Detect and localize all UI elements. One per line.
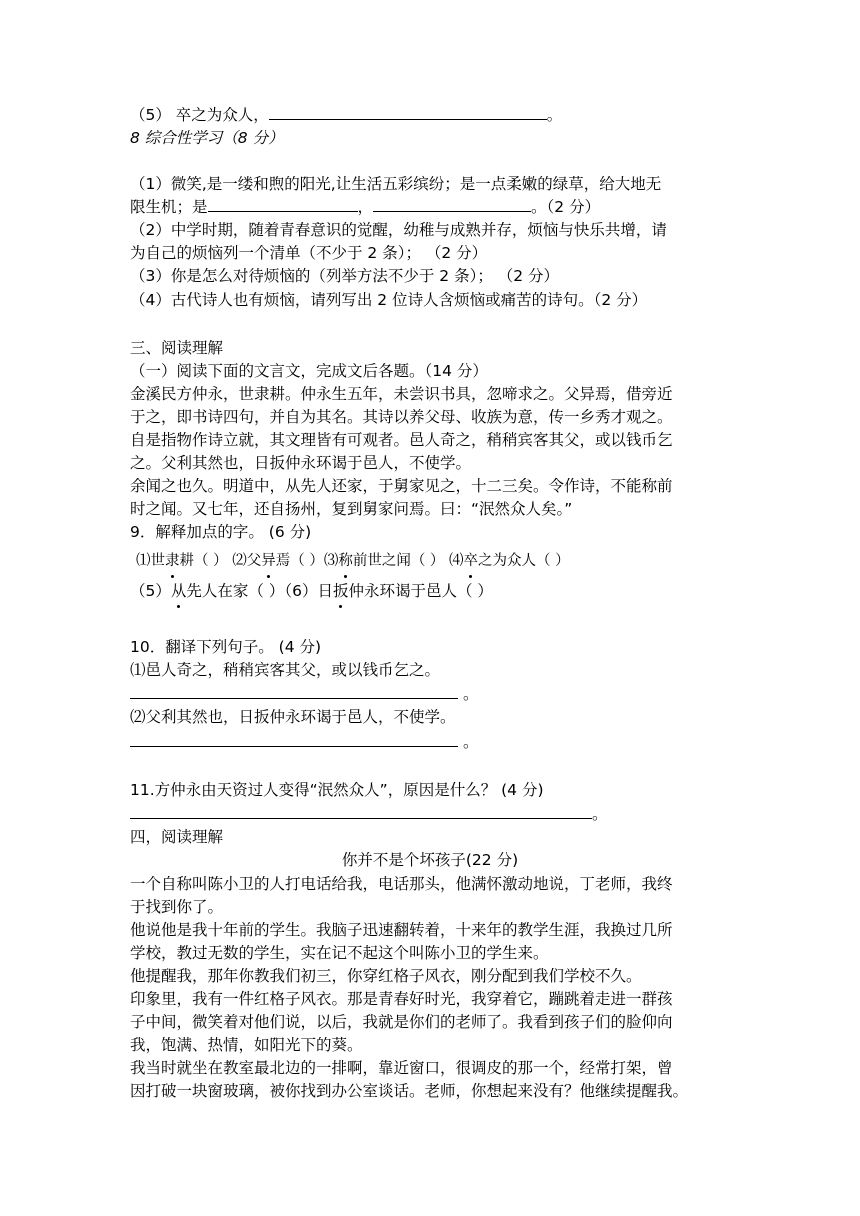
dotted-char: 隶 [165, 550, 180, 572]
passage-line: 金溪民方仲永，世隶耕。仲永生五年，未尝识书具，忽啼求之。父异焉，借旁近 [130, 385, 673, 403]
story-line: 印象里，我有一件红格子风衣。那是青春好时光，我穿着它，蹦跳着走进一群孩 [130, 990, 673, 1008]
q8-p1-line1: （1）微笑,是一缕和煦的阳光,让生活五彩缤纷；是一点柔嫩的绿草，给大地无 [130, 175, 662, 193]
dotted-char: 卒 [464, 550, 479, 572]
q8-p2-line2: 为自己的烦恼列一个清单（不少于 2 条）； （2 分） [130, 244, 488, 262]
story-line: 学校，教过无数的学生，实在记不起这个叫陈小卫的学生来。 [130, 944, 549, 962]
q11-title: 11.方仲永由天资过人变得“泯然众人”，原因是什么？ (4 分) [130, 781, 544, 799]
section-3-heading: 三、阅读理解 [130, 339, 224, 357]
q9-text: 前世之闻（ ） [352, 553, 445, 569]
q8-p1-line2 [130, 196, 600, 218]
section-3-subheading: （一）阅读下面的文言文，完成文后各题。（14 分） [130, 362, 488, 380]
q9-text: ⑷ [449, 553, 464, 569]
q9-text: （6）日 [284, 582, 333, 600]
answer-blank[interactable] [208, 196, 358, 212]
q10-end: 。 [462, 733, 479, 751]
story-line: 于找到你了。 [130, 898, 224, 916]
section-4-heading: 四，阅读理解 [130, 828, 224, 846]
passage-line: 于之，即书诗四句，并自为其名。其诗以养父母、收族为意，传一乡秀才观之。 [130, 408, 673, 426]
story-title: 你并不是个坏孩子(22 分) [341, 851, 519, 869]
passage-line: 自是指物作诗立就，其文理皆有可观者。邑人奇之，稍稍宾客其父，或以钱币乞 [130, 431, 673, 449]
q9-text: ⑴世 [136, 553, 165, 569]
q10-end: 。 [462, 685, 479, 703]
q7-item-5 [130, 104, 562, 126]
story-line: 一个自称叫陈小卫的人打电话给我，电话那头，他满怀激动地说，丁老师，我终 [130, 875, 673, 893]
q9-text: （5） [130, 582, 171, 600]
story-line: 他说他是我十年前的学生。我脑子迅速翻转着，十来年的教学生涯，我换过几所 [130, 921, 673, 939]
passage-line: 时之闻。又七年，还自扬州，复到舅家问焉。曰：“泯然众人矣。” [130, 500, 573, 518]
story-line: 他提醒我，那年你教我们初三，你穿红格子风衣，刚分配到我们学校不久。 [130, 967, 642, 985]
q8-p3: （3）你是怎么对待烦恼的（列举方法不少于 2 条）； （2 分） [130, 267, 560, 285]
q9-text: ⑵父 [232, 553, 262, 569]
q9-title: 9．解释加点的字。 (6 分) [130, 523, 312, 541]
answer-blank[interactable] [130, 803, 592, 819]
dotted-char: 异 [261, 550, 276, 572]
q9-text: 仲永环谒于邑人（ ） [348, 582, 493, 600]
q9-text: ⑶ [323, 553, 339, 569]
passage-line: 余闻之也久。明道中，从先人还家，于舅家见之，十二三矣。令作诗，不能称前 [130, 477, 673, 495]
story-line: 因打破一块窗玻璃，被你找到办公室谈话。老师，你想起来没有？他继续提醒我。 [130, 1082, 689, 1100]
story-line: 我当时就坐在教室最北边的一排啊，靠近窗口，很调皮的那一个，经常打架，曾 [130, 1059, 673, 1077]
q8-p1-comma: ， [357, 198, 374, 216]
q9-text: 先人在家（ ） [186, 582, 285, 600]
q8-p1-end: 。（2 分） [531, 198, 601, 216]
q10-sentence-1: ⑴邑人奇之，稍稍宾客其父，或以钱币乞之。 [130, 661, 441, 679]
q9-text: 耕（ ） [179, 553, 228, 569]
q7-item-5-label: （5） 卒之为众人， [130, 106, 269, 124]
dotted-char: 称 [338, 550, 353, 572]
dotted-char: 扳 [332, 582, 349, 600]
answer-blank[interactable] [130, 683, 458, 699]
q10-answer-line-2 [130, 731, 478, 753]
q8-p4: （4）古代诗人也有烦恼，请列写出 2 位诗人含烦恼或痛苦的诗句。（2 分） [130, 291, 648, 309]
answer-blank[interactable] [130, 731, 458, 747]
q8-title: 8 综合性学习（8 分） [130, 129, 284, 147]
q9-row-1 [136, 550, 570, 572]
q9-text: 之为众人（ ） [478, 553, 570, 569]
q10-sentence-2: ⑵父利其然也，日扳仲永环谒于邑人，不使学。 [130, 708, 456, 726]
story-line: 子中间，微笑着对他们说，以后，我就是你们的老师了。我看到孩子们的脸仰向 [130, 1013, 673, 1031]
q9-text: 焉（ ） [275, 553, 324, 569]
q11-end: 。 [592, 805, 608, 823]
q11-answer-line [130, 803, 608, 825]
answer-blank[interactable] [373, 196, 531, 212]
answer-blank[interactable] [269, 104, 547, 120]
q10-title: 10．翻译下列句子。 (4 分) [130, 638, 322, 656]
q9-row-2 [130, 580, 493, 602]
q8-p2-line1: （2）中学时期，随着青春意识的觉醒，幼稚与成熟并存，烦恼与快乐共增，请 [130, 221, 667, 239]
q7-item-5-end: 。 [546, 106, 563, 124]
q8-p1-start: 限生机；是 [130, 198, 208, 216]
dotted-char: 从 [170, 582, 187, 600]
passage-line: 之。父利其然也，日扳仲永环谒于邑人，不使学。 [130, 454, 472, 472]
q10-answer-line-1 [130, 683, 478, 705]
story-line: 我，饱满、热情，如阳光下的葵。 [130, 1036, 363, 1054]
